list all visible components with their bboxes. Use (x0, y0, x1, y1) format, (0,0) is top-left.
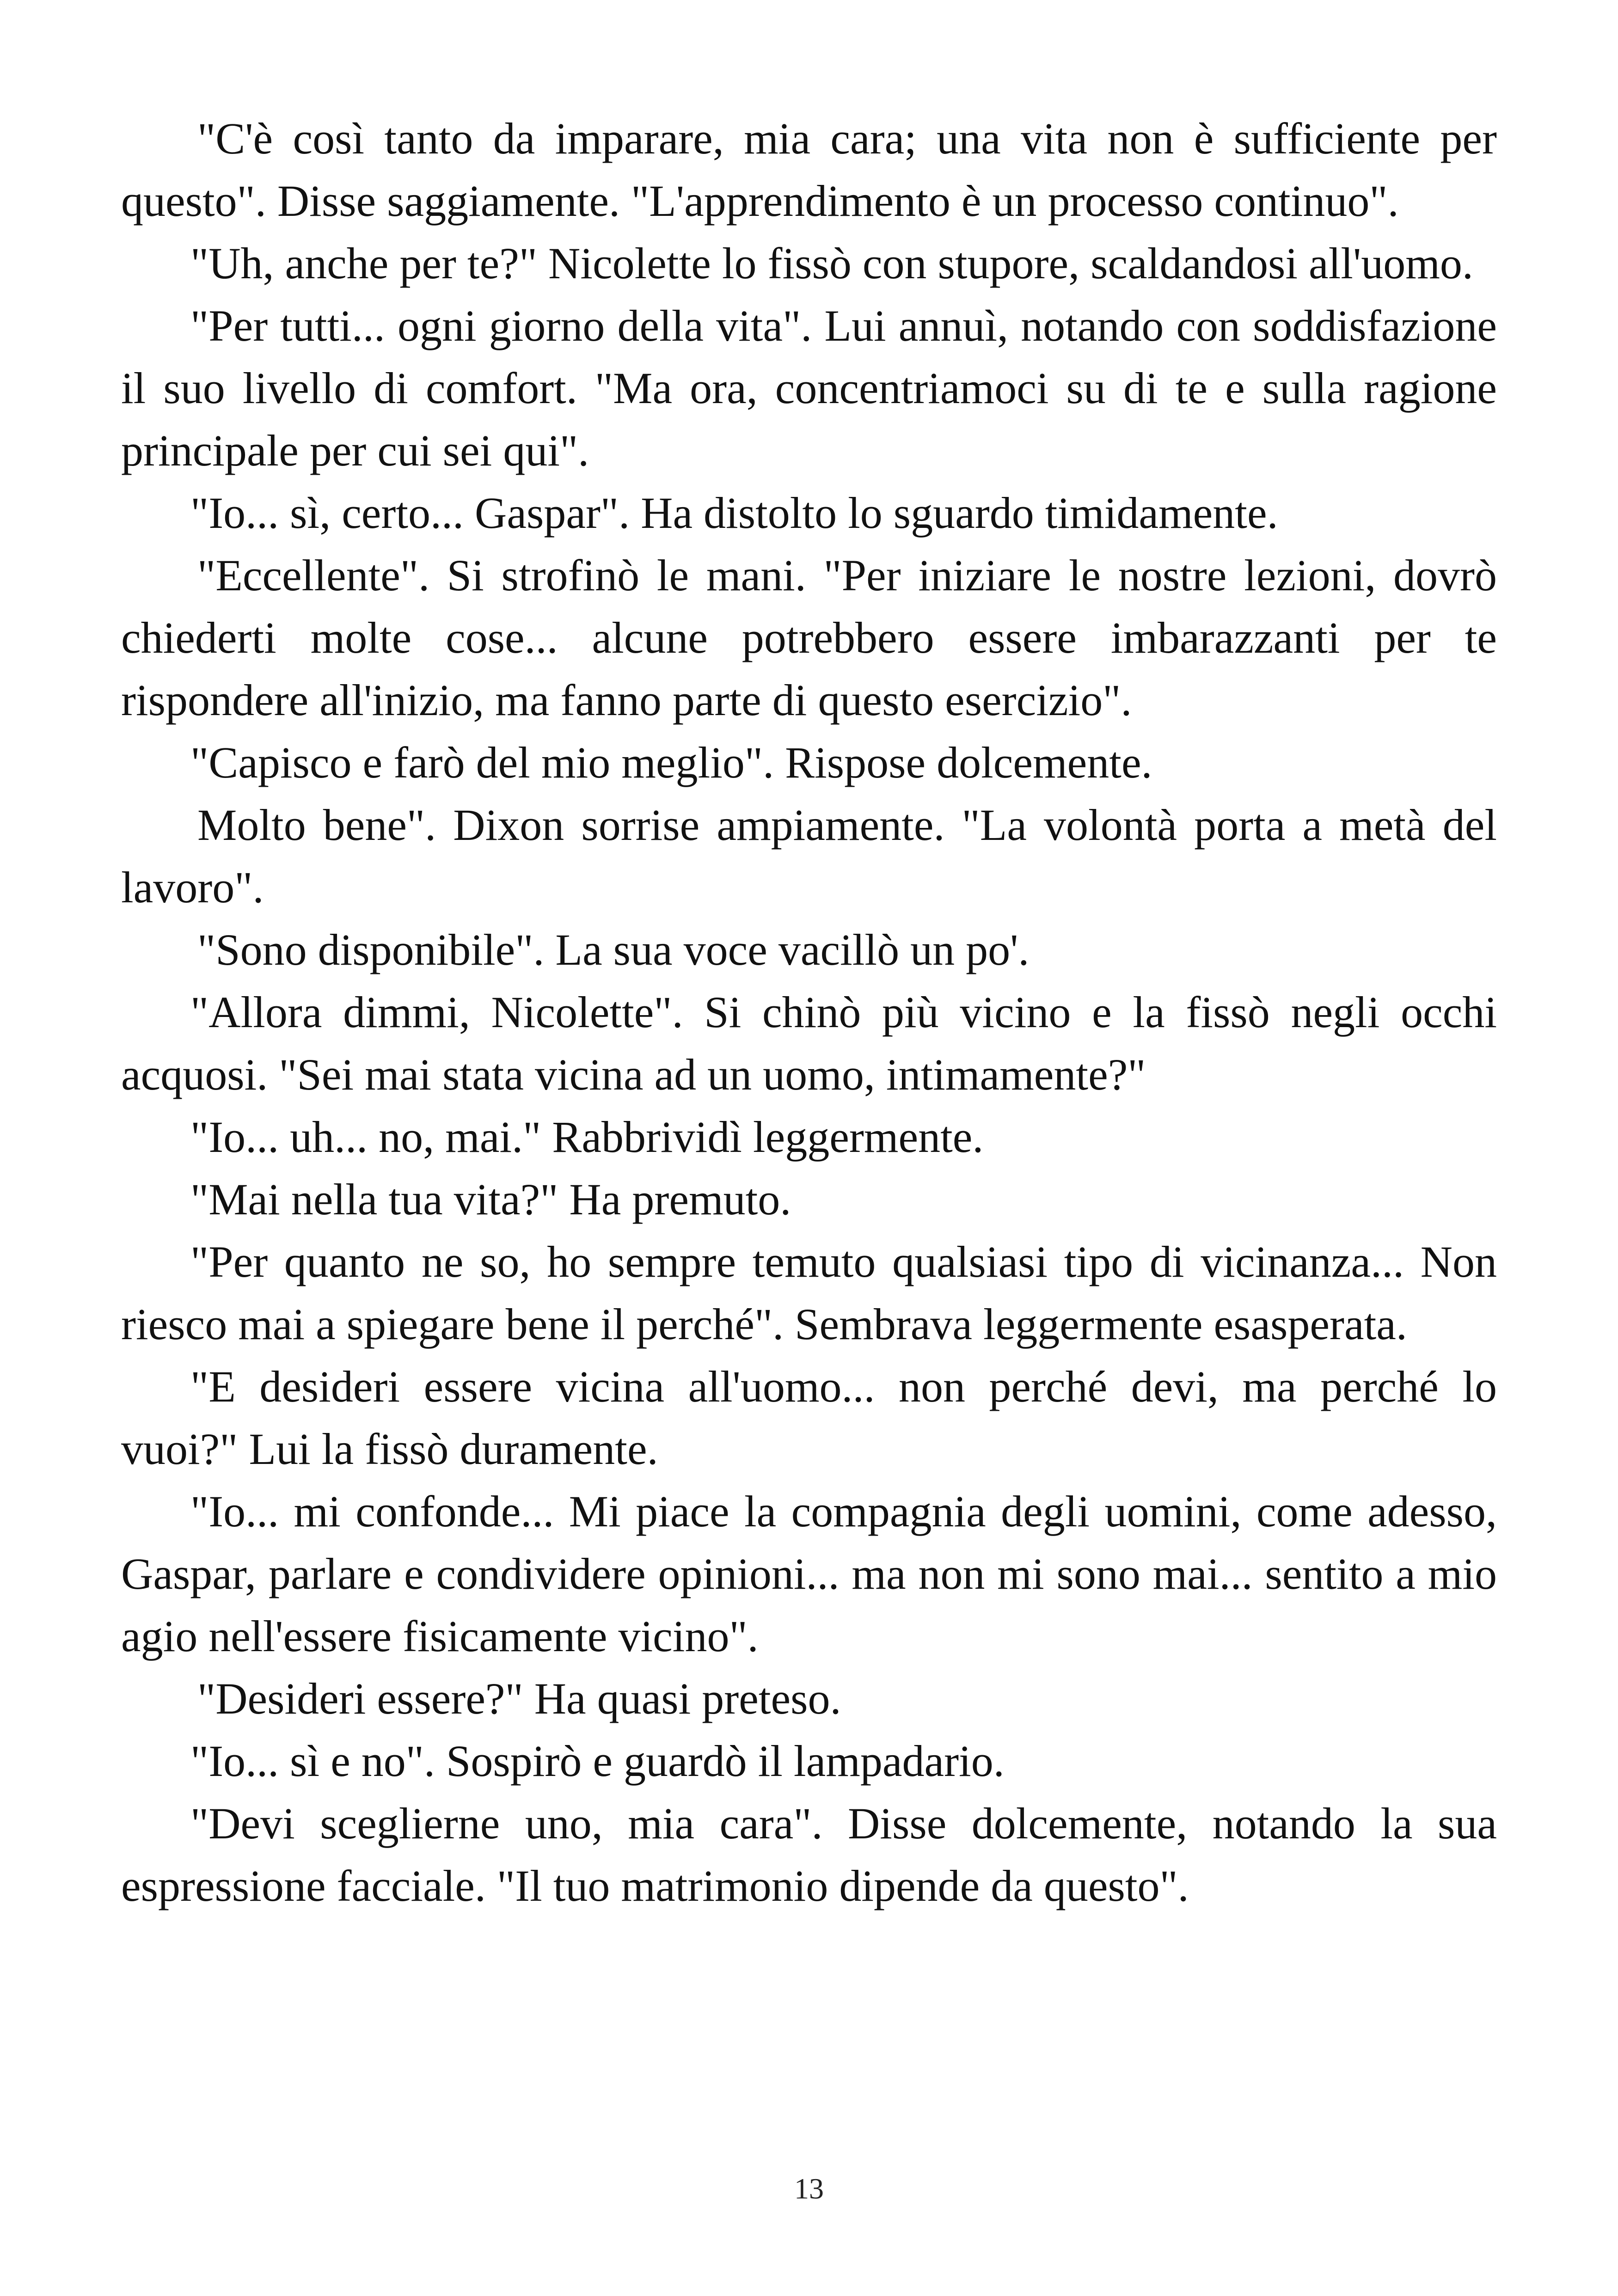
page-body (121, 107, 1497, 1917)
paragraph: "E desideri essere vicina all'uomo... non perché devi, ma perché lo vuoi?" Lui la fissò duramente. (121, 1362, 1497, 1474)
paragraph: "Io... sì, certo... Gaspar". Ha distolto lo sguardo timidamente. (190, 488, 1278, 538)
paragraph: "Eccellente". Si strofinò le mani. "Per iniziare le nostre lezioni, dovrò chiederti molte cose... alcune potrebbero essere imbarazzanti per te rispondere all'inizio, ma fanno parte di questo esercizio". (121, 551, 1497, 725)
paragraph: "Uh, anche per te?" Nicolette lo fissò con stupore, scaldandosi all'uomo. (190, 239, 1473, 288)
paragraph: "Mai nella tua vita?" Ha premuto. (190, 1175, 791, 1224)
paragraph: "Sono disponibile". La sua voce vacillò un po'. (197, 925, 1030, 974)
paragraph: "Io... sì e no". Sospirò e guardò il lampadario. (190, 1736, 1005, 1786)
paragraph: "Per tutti... ogni giorno della vita". Lui annuì, notando con soddisfazione il suo livello di comfort. "Ma ora, concentriamoci su di te e sulla ragione principale per cui sei qui". (121, 301, 1497, 475)
paragraph: "Io... mi confonde... Mi piace la compagnia degli uomini, come adesso, Gaspar, parlare e condividere opinioni... ma non mi sono mai... sentito a mio agio nell'essere fisicamente vicino". (121, 1487, 1497, 1661)
paragraph: Molto bene". Dixon sorrise ampiamente. "La volontà porta a metà del lavoro". (121, 800, 1497, 912)
paragraph: "Devi sceglierne uno, mia cara". Disse dolcemente, notando la sua espressione facciale. "Il tuo matrimonio dipende da questo". (121, 1799, 1497, 1910)
page-number: 13 (794, 2172, 824, 2205)
paragraph: "Desideri essere?" Ha quasi preteso. (197, 1674, 841, 1723)
paragraph: "Allora dimmi, Nicolette". Si chinò più vicino e la fissò negli occhi acquosi. "Sei mai stata vicina ad un uomo, intimamente?" (121, 987, 1497, 1099)
paragraph: "Capisco e farò del mio meglio". Rispose dolcemente. (190, 738, 1152, 787)
paragraph: "C'è così tanto da imparare, mia cara; una vita non è sufficiente per questo". Disse saggiamente. "L'apprendimento è un processo continuo". (121, 114, 1497, 226)
paragraph: "Per quanto ne so, ho sempre temuto qualsiasi tipo di vicinanza... Non riesco mai a spiegare bene il perché". Sembrava leggermente esasperata. (121, 1237, 1497, 1349)
paragraph: "Io... uh... no, mai." Rabbrividì leggermente. (190, 1112, 984, 1162)
